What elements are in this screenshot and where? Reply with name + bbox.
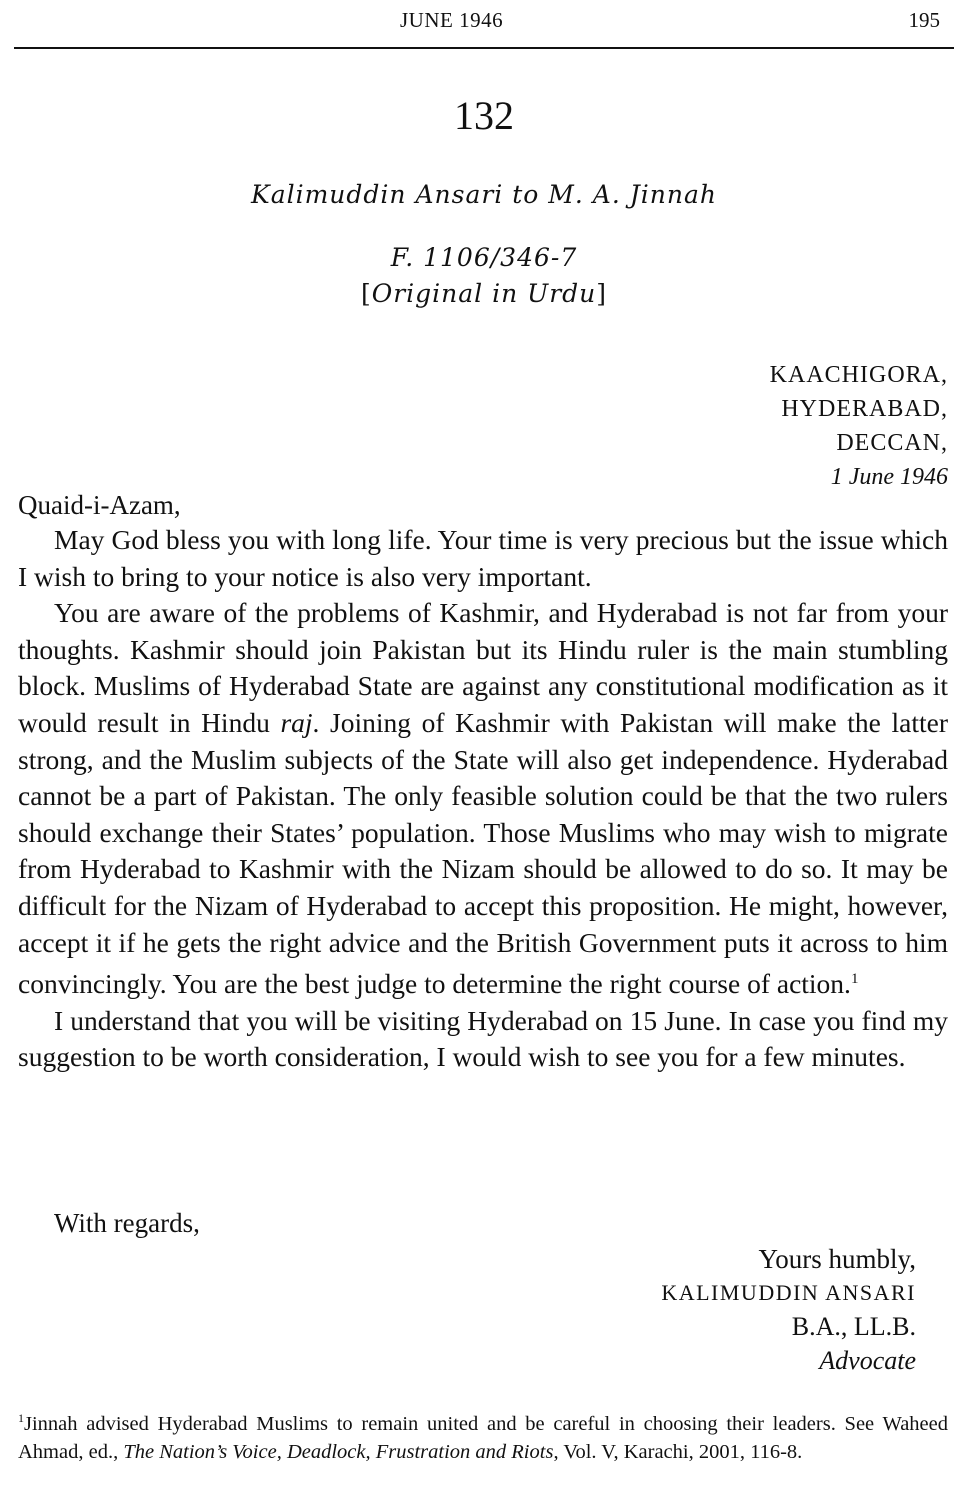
paragraph xyxy=(18,595,948,1003)
sender-address xyxy=(770,358,948,494)
letter-date: 1 June 1946 xyxy=(830,464,948,490)
original-language-text: Original in Urdu xyxy=(371,279,597,308)
footnote-text-part: , Vol. V, Karachi, 2001, 116-8. xyxy=(553,1440,803,1463)
address-line: DECCAN, xyxy=(836,430,948,456)
footnote xyxy=(18,1404,948,1466)
salutation: Quaid-i-Azam, xyxy=(18,490,181,520)
letter-body xyxy=(18,522,948,1076)
footnote-citation-title: The Nation’s Voice, Deadlock, Frustration and Riots xyxy=(123,1440,554,1463)
paragraph: May God bless you with long life. Your time is very precious but the issue which I wish to bring to your notice is also very important. xyxy=(18,524,948,592)
address-line: KAACHIGORA, xyxy=(769,362,948,388)
running-header: JUNE 1946 xyxy=(400,8,504,32)
signer-degree: B.A., LL.B. xyxy=(791,1312,916,1341)
file-reference: F. 1106/346-7 xyxy=(390,243,578,272)
header-rule xyxy=(14,47,954,49)
footnote-mark: 1 xyxy=(18,1411,24,1425)
italic-word: raj xyxy=(280,706,313,738)
document-title: Kalimuddin Ansari to M. A. Jinnah xyxy=(251,180,717,209)
closing: With regards, xyxy=(54,1208,200,1238)
page-number: 195 xyxy=(908,8,940,32)
signer-title: Advocate xyxy=(819,1346,916,1375)
document-number: 132 xyxy=(454,93,514,138)
document-reference xyxy=(0,240,968,312)
paragraph-text: You are aware of the problems of Kashmir, and Hyderabad is not far from your thoughts. Kashmir should join Pakistan but its Hindu ruler is the main stumbling block. Muslims of Hyderabad State are against any constitutional modification as it would result in Hindu xyxy=(18,597,948,738)
paragraph-text: . Joining of Kashmir with Pakistan will make the latter strong, and the Muslim subjects of the State will also get independence. Hyderabad cannot be a part of Pakistan. The only feasible solution could be that the two rulers should exchange their States’ population. Those Muslims who may wish to migrate from Hyderabad to Kashmir with the Nizam should be allowed to do so. It may be difficult for the Nizam of Hyderabad to accept this proposition. He might, however, accept it if he gets the right advice and the British Government puts it across to him convincingly. You are the best judge to determine the right course of action. xyxy=(18,706,948,1000)
address-line: HYDERABAD, xyxy=(781,396,948,422)
footnote-text-part: Jinnah advised Hyderabad Muslims to remain united and be careful in choosing their leaders. See Waheed Ahmad, ed., xyxy=(18,1412,948,1463)
footnote-reference: 1 xyxy=(850,971,859,988)
signer-name: KALIMUDDIN ANSARI xyxy=(661,1280,916,1305)
paragraph: I understand that you will be visiting Hyderabad on 15 June. In case you find my suggestion to be worth consideration, I would wish to see you for a few minutes. xyxy=(18,1004,948,1073)
footnote-text xyxy=(18,1404,948,1466)
complimentary-close: Yours humbly, xyxy=(758,1244,916,1274)
signature-block xyxy=(661,1242,916,1378)
original-language-note xyxy=(0,276,968,312)
bracket-close: ] xyxy=(596,279,608,308)
bracket-open: [ xyxy=(360,279,372,308)
